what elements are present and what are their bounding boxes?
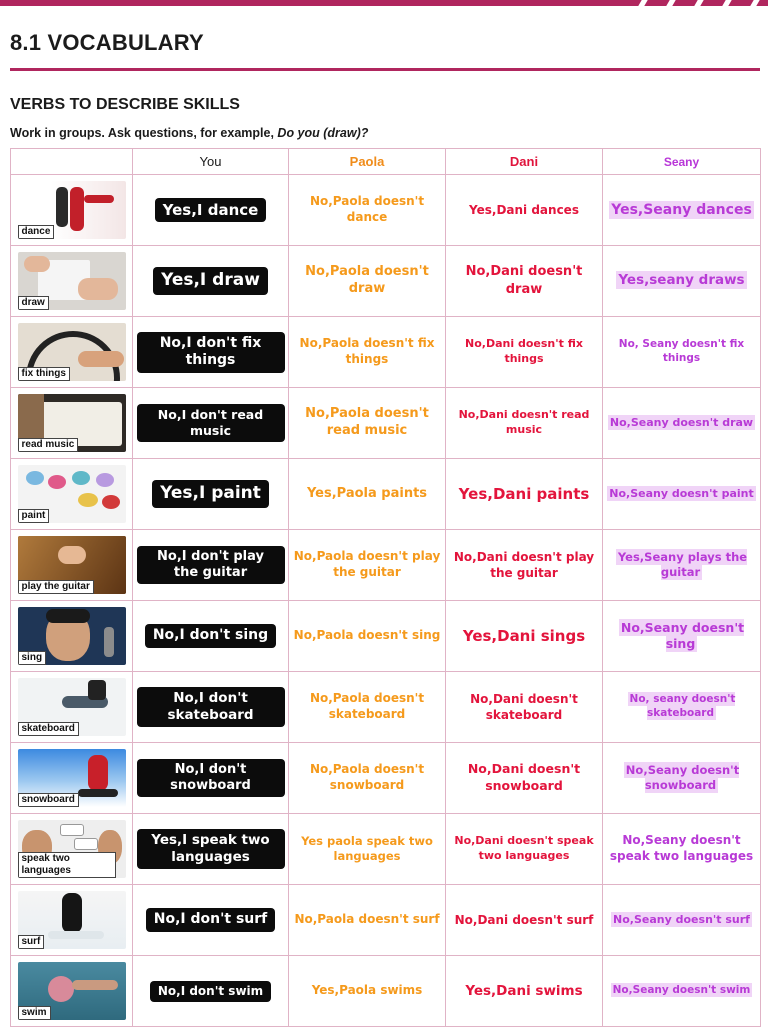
paola-answer-cell <box>289 388 446 459</box>
you-answer-cell <box>133 743 289 814</box>
header-blank <box>11 149 133 175</box>
picture-shape <box>26 471 44 485</box>
picture-shape <box>78 789 118 797</box>
you-answer: No,I don't play the guitar <box>137 546 285 585</box>
skill-picture-cell <box>11 175 133 246</box>
paola-answer: Yes,Paola paints <box>306 485 428 501</box>
seany-answer <box>603 272 760 290</box>
paola-answer-cell <box>289 246 446 317</box>
skill-picture <box>18 749 126 807</box>
picture-shape <box>62 893 82 933</box>
you-answer-cell <box>133 175 289 246</box>
you-answer: No,I don't fix things <box>137 332 285 373</box>
table-row <box>11 956 761 1027</box>
you-answer-cell <box>133 246 289 317</box>
paola-answer-cell <box>289 459 446 530</box>
instruction-example: Do you (draw)? <box>277 126 369 140</box>
seany-answer <box>603 913 760 927</box>
picture-shape <box>84 195 114 203</box>
table-row <box>11 175 761 246</box>
title-divider <box>10 68 760 71</box>
you-answer-cell <box>133 459 289 530</box>
picture-shape <box>46 609 90 623</box>
paola-answer-cell <box>289 175 446 246</box>
seany-answer <box>603 416 760 430</box>
paola-answer: No,Paola doesn't play the guitar <box>293 549 441 579</box>
you-answer-cell <box>133 814 289 885</box>
seany-answer-cell <box>603 459 761 530</box>
skills-table <box>10 148 761 1027</box>
seany-answer-cell <box>603 956 761 1027</box>
header-dani: Dani <box>446 149 603 175</box>
you-answer-cell <box>133 530 289 601</box>
paola-answer-cell <box>289 743 446 814</box>
paola-answer-cell <box>289 317 446 388</box>
picture-shape <box>48 475 66 489</box>
dani-answer-cell <box>446 459 603 530</box>
seany-answer-text: No,Seany doesn't sing <box>620 619 745 651</box>
seany-answer-cell <box>603 246 761 317</box>
dani-answer-cell <box>446 246 603 317</box>
skill-picture-cell <box>11 743 133 814</box>
skill-label: speak two languages <box>18 852 116 878</box>
seany-answer-text: No, seany doesn't skateboard <box>629 693 736 719</box>
seany-answer <box>603 693 760 720</box>
seany-answer-cell <box>603 530 761 601</box>
skill-label: read music <box>18 438 79 452</box>
you-answer: Yes,I speak two languages <box>137 829 285 869</box>
seany-answer-text: No,Seany doesn't snowboard <box>625 763 740 792</box>
seany-answer-text: No,Seany doesn't paint <box>609 486 754 500</box>
skill-picture <box>18 678 126 736</box>
header-paola: Paola <box>289 149 446 175</box>
seany-answer-cell <box>603 672 761 743</box>
skill-label: dance <box>18 225 55 239</box>
table-row <box>11 601 761 672</box>
dani-answer-cell <box>446 743 603 814</box>
skill-label: surf <box>18 935 45 949</box>
you-answer-cell <box>133 672 289 743</box>
dani-answer: No,Dani doesn't skateboard <box>470 691 578 722</box>
picture-shape <box>96 473 114 487</box>
seany-answer-text: No, Seany doesn't fix things <box>618 338 745 364</box>
skill-label: draw <box>18 296 49 310</box>
paola-answer: No,Paola doesn't skateboard <box>309 691 425 721</box>
seany-answer <box>603 984 760 998</box>
skill-label: snowboard <box>18 793 79 807</box>
skill-label: sing <box>18 651 47 665</box>
table-header-row <box>11 149 761 175</box>
table-row <box>11 814 761 885</box>
picture-shape <box>78 493 98 507</box>
skill-picture-cell <box>11 814 133 885</box>
seany-answer-cell <box>603 885 761 956</box>
skill-picture-cell <box>11 459 133 530</box>
skill-picture <box>18 820 126 878</box>
picture-shape <box>60 824 84 836</box>
table-row <box>11 885 761 956</box>
picture-shape <box>88 680 106 700</box>
paola-answer-cell <box>289 956 446 1027</box>
dani-answer: Yes,Dani paints <box>458 484 590 503</box>
picture-shape <box>78 351 124 367</box>
you-answer: No,I don't read music <box>137 404 285 441</box>
paola-answer-cell <box>289 530 446 601</box>
skill-label: swim <box>18 1006 51 1020</box>
dani-answer: No,Dani doesn't read music <box>458 408 590 436</box>
paola-answer: No,Paola doesn't dance <box>309 194 425 224</box>
table-row <box>11 743 761 814</box>
dani-answer-cell <box>446 956 603 1027</box>
skill-picture-cell <box>11 246 133 317</box>
skill-label: skateboard <box>18 722 79 736</box>
seany-answer <box>603 338 760 365</box>
skill-picture <box>18 394 126 452</box>
table-row <box>11 672 761 743</box>
you-answer: Yes,I draw <box>153 267 268 294</box>
picture-shape <box>24 256 50 272</box>
dani-answer: No,Dani doesn't play the guitar <box>453 549 595 580</box>
paola-answer-cell <box>289 814 446 885</box>
you-answer: Yes,I dance <box>155 198 267 223</box>
you-answer: Yes,I paint <box>152 480 269 507</box>
paola-answer: Yes paola speak two languages <box>301 834 433 863</box>
dani-answer: No,Dani doesn't fix things <box>465 337 583 365</box>
skill-label: fix things <box>18 367 70 381</box>
dani-answer-cell <box>446 814 603 885</box>
header-seany: Seany <box>603 149 761 175</box>
dani-answer: No,Dani doesn't draw <box>465 264 583 297</box>
you-answer-cell <box>133 317 289 388</box>
section-title: VERBS TO DESCRIBE SKILLS <box>10 96 240 113</box>
seany-answer-cell <box>603 317 761 388</box>
skill-picture-cell <box>11 317 133 388</box>
page-title: 8.1 VOCABULARY <box>10 30 204 55</box>
seany-answer-cell <box>603 175 761 246</box>
paola-answer: No,Paola doesn't read music <box>305 406 429 438</box>
instruction-lead: Work in groups. Ask questions, for example, <box>10 126 278 140</box>
skill-picture-cell <box>11 388 133 459</box>
paola-answer: No,Paola doesn't snowboard <box>309 762 425 792</box>
picture-shape <box>48 976 74 1002</box>
dani-answer-cell <box>446 317 603 388</box>
paola-answer: No,Paola doesn't draw <box>305 264 429 296</box>
picture-shape <box>104 627 114 657</box>
dani-answer: Yes,Dani dances <box>469 202 579 217</box>
seany-answer-cell <box>603 388 761 459</box>
seany-answer <box>603 201 760 219</box>
paola-answer: No,Paola doesn't sing <box>293 628 441 643</box>
dani-answer-cell <box>446 672 603 743</box>
table-row <box>11 246 761 317</box>
top-accent-bar <box>0 0 768 6</box>
you-answer-cell <box>133 956 289 1027</box>
dani-answer: No,Dani doesn't speak two languages <box>454 834 594 862</box>
skill-picture-cell <box>11 530 133 601</box>
picture-shape <box>70 187 84 231</box>
seany-answer-text: Yes,seany draws <box>618 272 745 289</box>
dani-answer-cell <box>446 175 603 246</box>
seany-answer-cell <box>603 601 761 672</box>
paola-answer: No,Paola doesn't surf <box>294 912 440 927</box>
picture-shape <box>48 931 104 939</box>
paola-answer-cell <box>289 601 446 672</box>
skill-picture <box>18 252 126 310</box>
picture-shape <box>72 980 118 990</box>
instruction-text <box>10 126 368 140</box>
paola-answer: Yes,Paola swims <box>311 983 423 998</box>
seany-answer-text: No,Seany doesn't speak two languages <box>609 833 754 863</box>
dani-answer: No,Dani doesn't snowboard <box>467 761 581 793</box>
paola-answer: No,Paola doesn't fix things <box>299 336 435 366</box>
seany-answer-text: No,Seany doesn't draw <box>609 415 754 429</box>
seany-answer <box>603 833 760 864</box>
you-answer: No,I don't surf <box>146 908 276 932</box>
skill-picture-cell <box>11 885 133 956</box>
dani-answer: Yes,Dani sings <box>462 626 586 645</box>
skill-label: paint <box>18 509 50 523</box>
dani-answer-cell <box>446 388 603 459</box>
dani-answer-cell <box>446 601 603 672</box>
seany-answer-text: No,Seany doesn't surf <box>613 912 750 926</box>
you-answer: No,I don't skateboard <box>137 687 285 727</box>
skill-picture-cell <box>11 672 133 743</box>
seany-answer-cell <box>603 814 761 885</box>
seany-answer-text: Yes,Seany dances <box>611 201 752 218</box>
you-answer-cell <box>133 388 289 459</box>
picture-shape <box>72 471 90 485</box>
dani-answer: No,Dani doesn't surf <box>454 912 594 927</box>
picture-shape <box>78 278 118 300</box>
skill-picture <box>18 323 126 381</box>
dani-answer-cell <box>446 530 603 601</box>
skill-label: play the guitar <box>18 580 94 594</box>
dani-answer-cell <box>446 885 603 956</box>
seany-answer <box>603 487 760 501</box>
skill-picture <box>18 607 126 665</box>
you-answer: No,I don't snowboard <box>137 759 285 798</box>
skill-picture <box>18 465 126 523</box>
skill-picture-cell <box>11 601 133 672</box>
table-row <box>11 459 761 530</box>
skill-picture <box>18 962 126 1020</box>
you-answer-cell <box>133 885 289 956</box>
picture-shape <box>88 755 108 791</box>
seany-answer-text: No,Seany doesn't swim <box>612 984 751 997</box>
header-you: You <box>133 149 289 175</box>
you-answer: No,I don't swim <box>150 981 271 1002</box>
dani-answer: Yes,Dani swims <box>465 982 583 999</box>
picture-shape <box>56 187 68 227</box>
picture-shape <box>102 495 120 509</box>
seany-answer <box>603 550 760 580</box>
seany-answer <box>603 620 760 653</box>
you-answer: No,I don't sing <box>145 624 276 648</box>
seany-answer-cell <box>603 743 761 814</box>
table-row <box>11 388 761 459</box>
skill-picture <box>18 536 126 594</box>
seany-answer <box>603 763 760 793</box>
paola-answer-cell <box>289 885 446 956</box>
you-answer-cell <box>133 601 289 672</box>
paola-answer-cell <box>289 672 446 743</box>
seany-answer-text: Yes,Seany plays the guitar <box>617 550 748 579</box>
picture-shape <box>74 838 98 850</box>
skill-picture-cell <box>11 956 133 1027</box>
table-row <box>11 317 761 388</box>
skill-picture <box>18 891 126 949</box>
table-row <box>11 530 761 601</box>
picture-shape <box>58 546 86 564</box>
skill-picture <box>18 181 126 239</box>
